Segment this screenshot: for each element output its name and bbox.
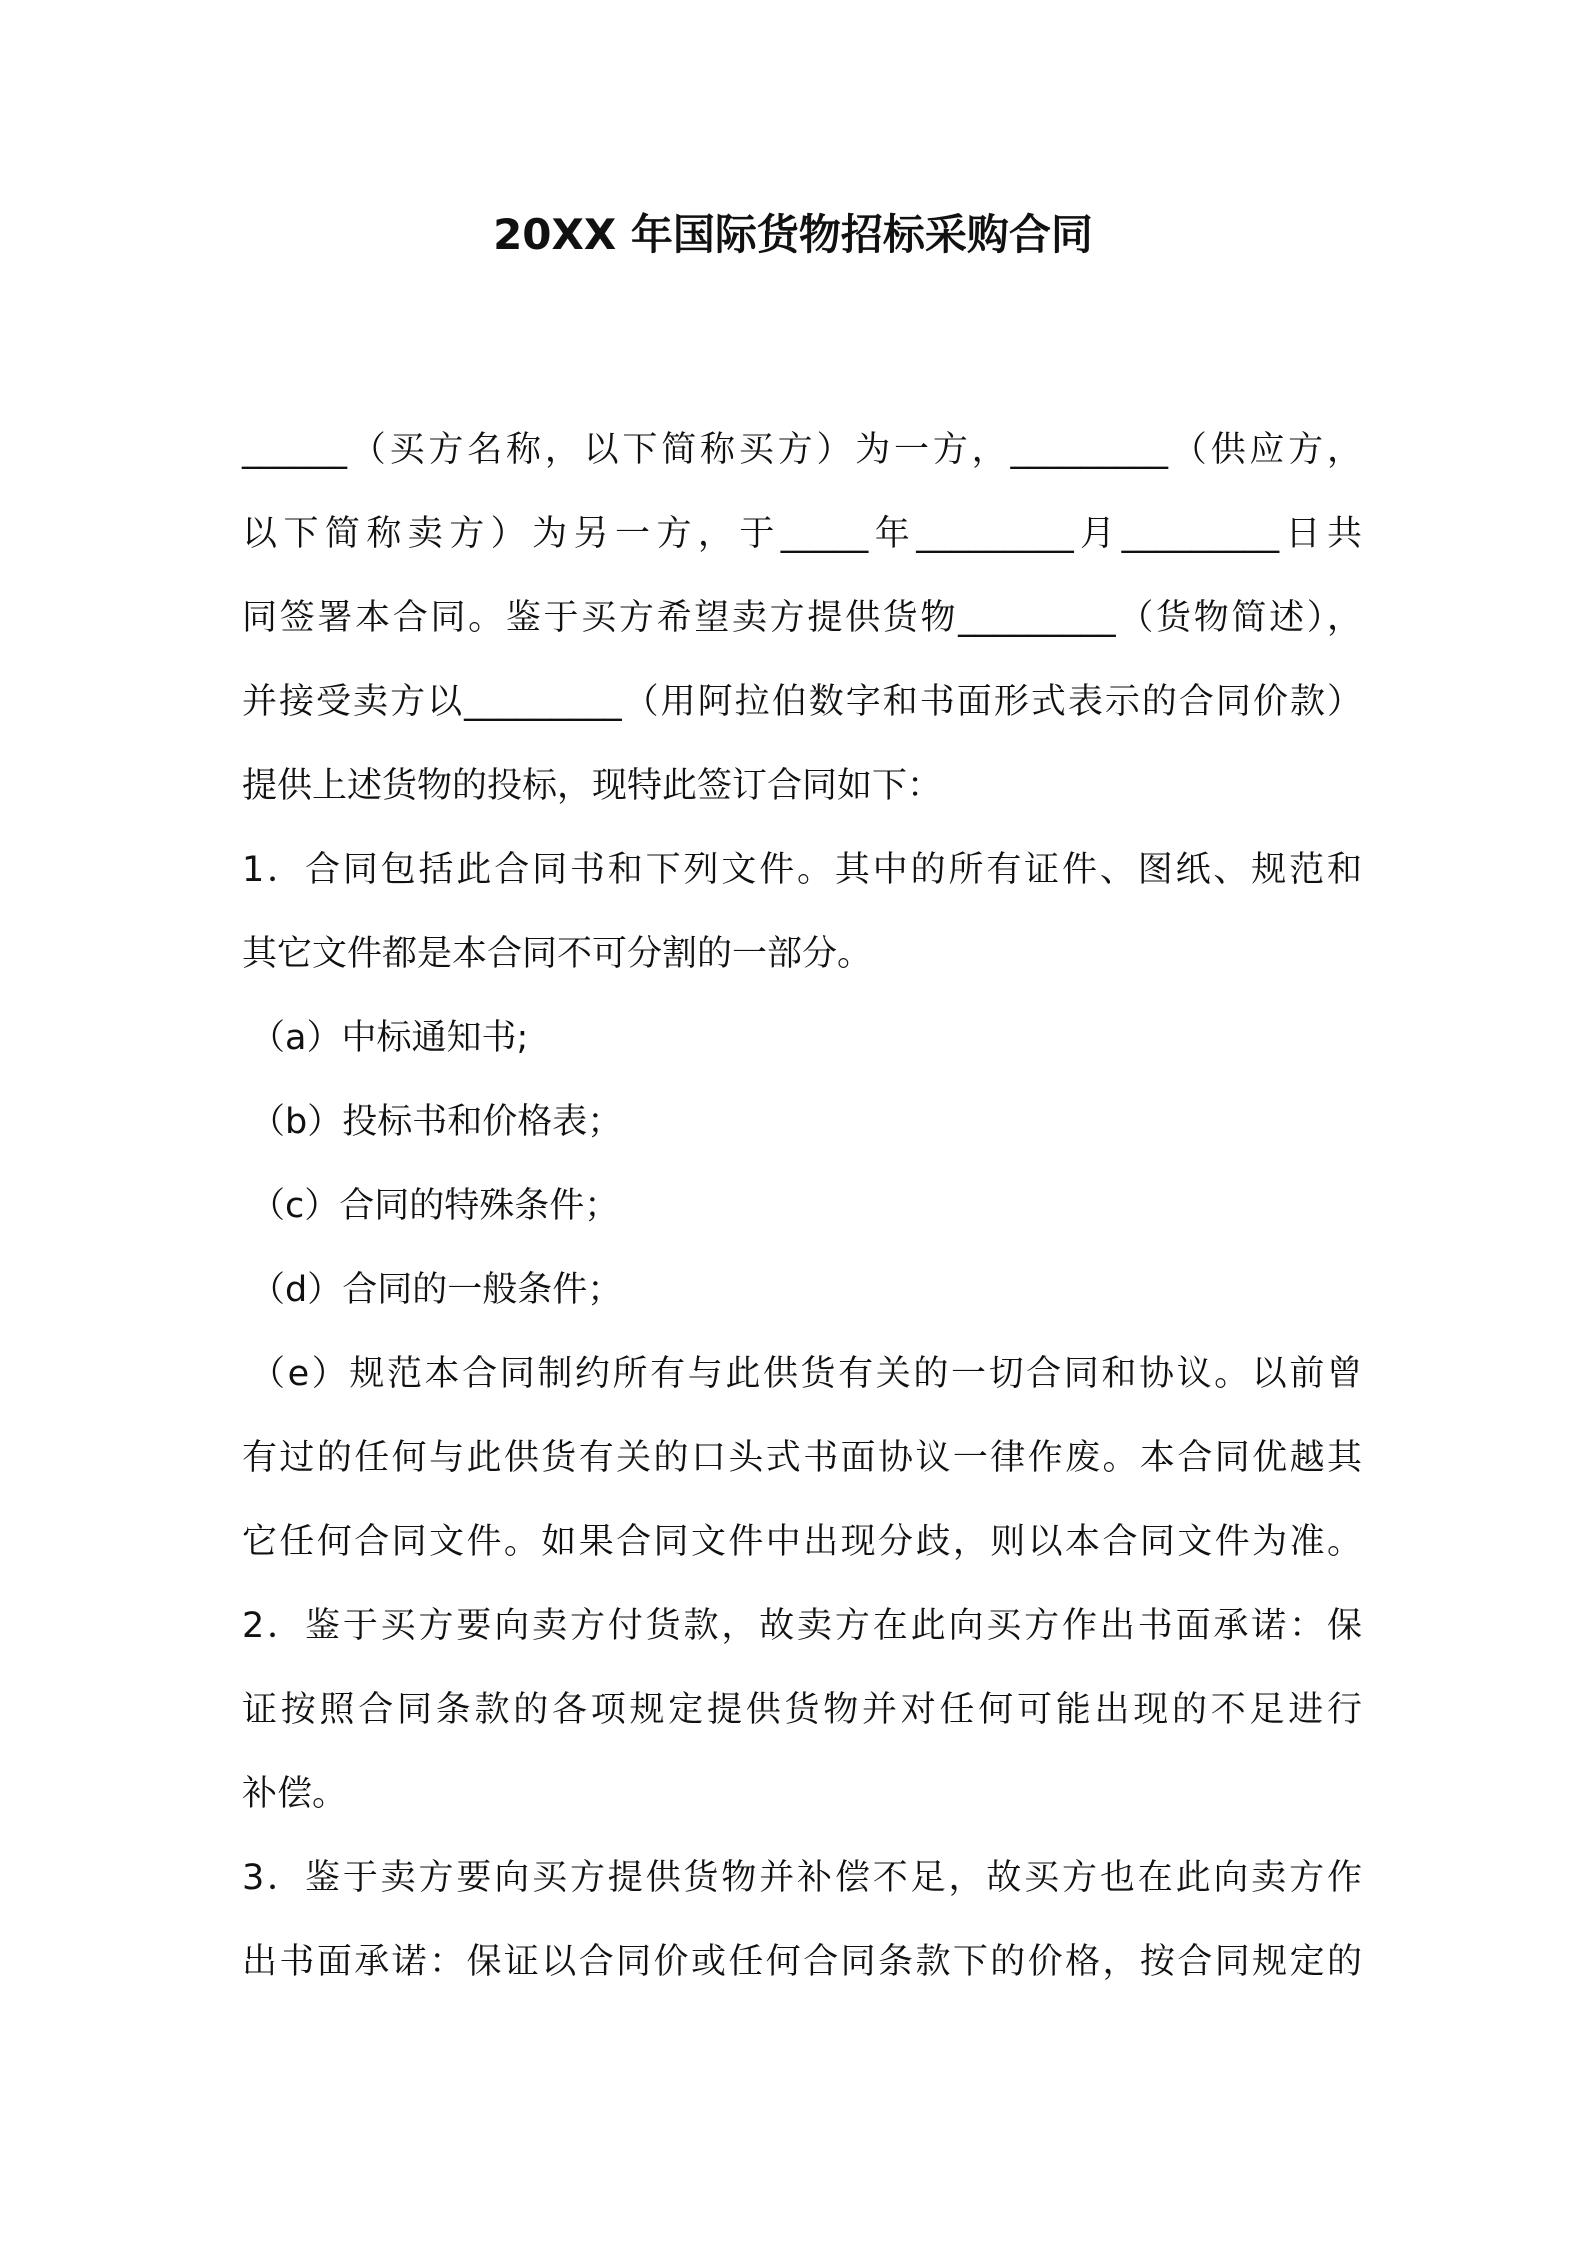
clause-3-line: 3．鉴于卖方要向买方提供货物并补偿不足，故买方也在此向卖方作 [242, 1858, 1362, 1898]
paragraph-line: ______（买方名称，以下简称买方）为一方，_________（供应方， [242, 430, 1362, 470]
clause-2-line: 补偿。 [242, 1774, 348, 1814]
paragraph-line: 同签署本合同。鉴于买方希望卖方提供货物_________（货物简述）， [242, 598, 1362, 638]
clause-2-line: 2．鉴于买方要向卖方付货款，故卖方在此向买方作出书面承诺：保 [242, 1606, 1362, 1646]
list-item-a: （a）中标通知书; [250, 1018, 529, 1058]
clause-1-line: 1．合同包括此合同书和下列文件。其中的所有证件、图纸、规范和 [242, 850, 1362, 890]
list-item-e-line: 它任何合同文件。如果合同文件中出现分歧，则以本合同文件为准。 [242, 1522, 1362, 1562]
paragraph-line: 以下简称卖方）为另一方，于_____年_________月_________日共 [242, 514, 1362, 554]
list-item-c: （c）合同的特殊条件； [250, 1186, 620, 1226]
paragraph-line: 并接受卖方以_________（用阿拉伯数字和书面形式表示的合同价款） [242, 682, 1362, 722]
list-item-e-line: 有过的任何与此供货有关的口头式书面协议一律作废。本合同优越其 [242, 1438, 1362, 1478]
clause-3-line: 出书面承诺：保证以合同价或任何合同条款下的价格，按合同规定的 [242, 1942, 1362, 1982]
clause-2-line: 证按照合同条款的各项规定提供货物并对任何可能出现的不足进行 [242, 1690, 1362, 1730]
clause-1-line: 其它文件都是本合同不可分割的一部分。 [242, 934, 873, 974]
contract-body [242, 408, 1362, 2004]
document-title: 20XX 年国际货物招标采购合同 [493, 210, 1093, 259]
list-item-d: （d）合同的一般条件； [250, 1270, 623, 1310]
list-item-b: （b）投标书和价格表； [250, 1102, 623, 1142]
paragraph-line: 提供上述货物的投标，现特此签订合同如下： [242, 766, 943, 806]
list-item-e: （e）规范本合同制约所有与此供货有关的一切合同和协议。以前曾 [250, 1354, 1362, 1394]
